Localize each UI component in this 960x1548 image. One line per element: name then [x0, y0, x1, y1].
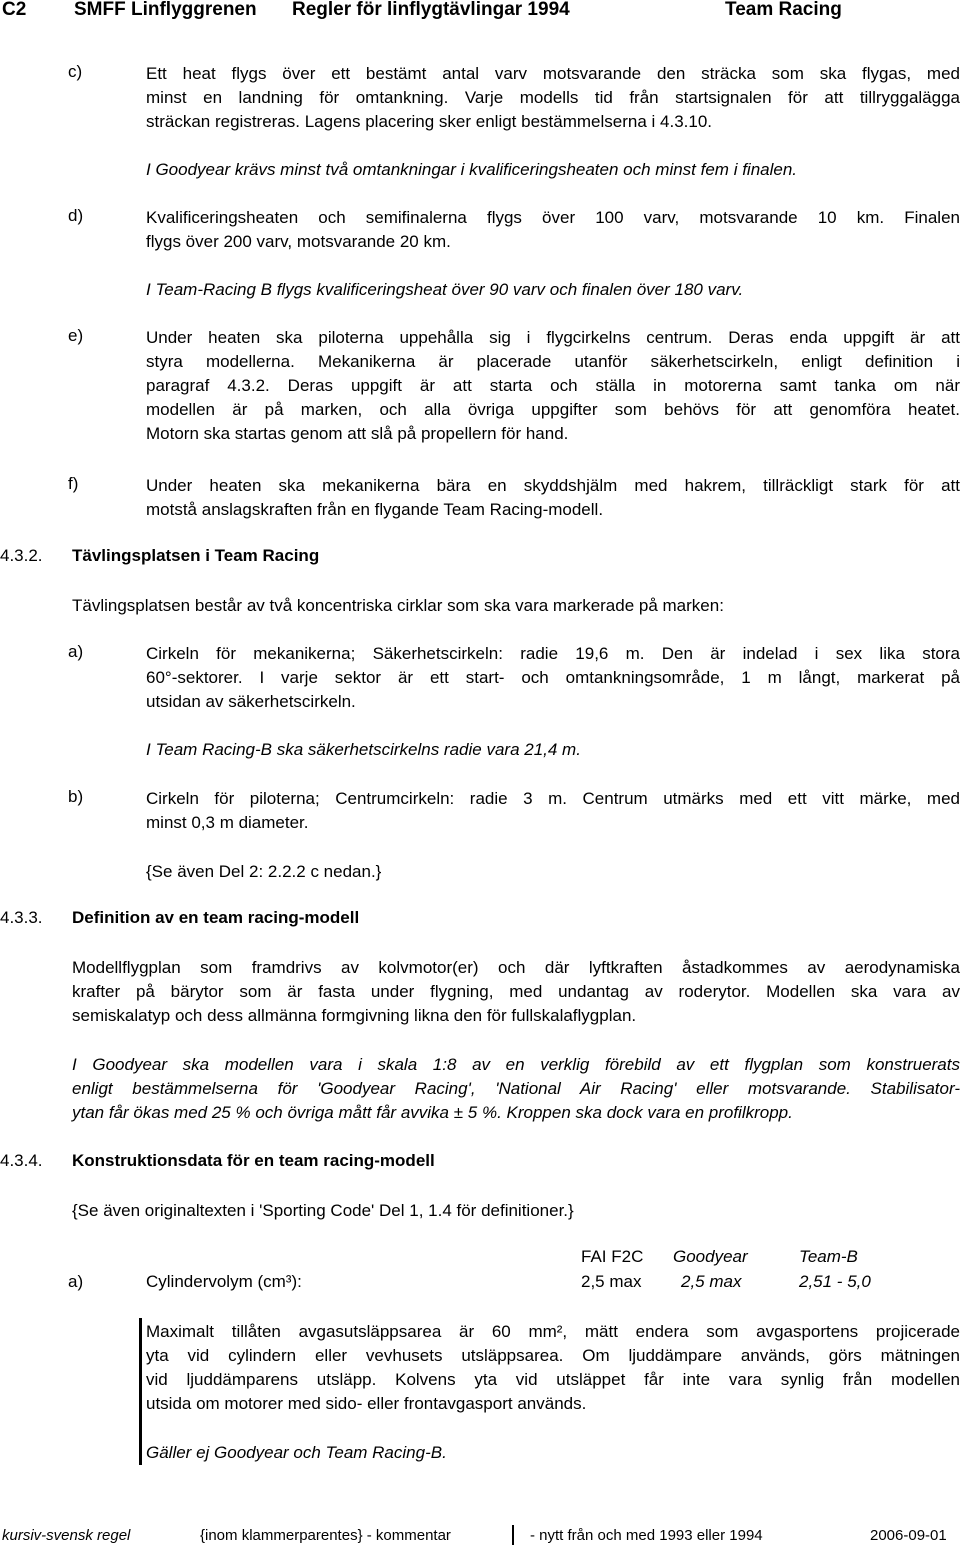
header-org: SMFF Linflyggrenen — [74, 0, 257, 20]
item-c-line: Ett heat flygs över ett bestämt antal varv motsvarande den sträcka som ska flygas, med — [146, 64, 960, 83]
footer-change-bar-sample — [512, 1525, 514, 1545]
item-e-line: Motorn ska startas genom att slå på propellern för hand. — [146, 424, 569, 443]
item-e-label: e) — [68, 326, 84, 345]
change-bar — [139, 1318, 142, 1465]
item-a-line: 60°-sektorer. I varje sektor är ett start- och omtankningsområde, 1 m långt, markerat på — [146, 668, 960, 687]
item-a-line: Cirkeln för mekanikerna; Säkerhetscirkeln: radie 19,6 m. Den är indelad i sex lika stora — [146, 644, 960, 663]
header-doc-title: Regler för linflygtävlingar 1994 — [292, 0, 570, 20]
item-c-note: I Goodyear krävs minst två omtankningar i kvalificeringsheaten och minst fem i finalen. — [146, 160, 798, 179]
item-e-line: Under heaten ska piloterna uppehålla sig i flygcirkelns centrum. Deras enda uppgift är att — [146, 328, 960, 347]
item-b-line: Cirkeln för piloterna; Centrumcirkeln: radie 3 m. Centrum utmärks med ett vitt märke, med — [146, 789, 960, 808]
item-e-text — [146, 326, 960, 446]
new-text-line: utsida om motorer med sido- eller frontavgasport används. — [146, 1394, 587, 1413]
item-a-note: I Team Racing-B ska säkerhetscirkelns radie vara 21,4 m. — [146, 740, 581, 759]
section-434-comment: {Se även originaltexten i 'Sporting Code' Del 1, 1.4 för definitioner.} — [72, 1201, 574, 1220]
item-d-text — [146, 206, 960, 254]
section-432-comment: {Se även Del 2: 2.2.2 c nedan.} — [146, 862, 382, 881]
table-header-goodyear: Goodyear — [673, 1247, 748, 1266]
item-a-text — [146, 642, 960, 714]
section-title: Tävlingsplatsen i Team Racing — [72, 546, 320, 565]
footer-date: 2006-09-01 — [870, 1527, 947, 1544]
item-a-line: utsidan av säkerhetscirkeln. — [146, 692, 356, 711]
section-434-new-note: Gäller ej Goodyear och Team Racing-B. — [146, 1443, 447, 1462]
section-433-note — [72, 1053, 960, 1125]
item-d-line: Kvalificeringsheaten och semifinalerna flygs över 100 varv, motsvarande 10 km. Finalen — [146, 208, 960, 227]
section-number: 4.3.2. — [0, 546, 43, 565]
item-b-text — [146, 787, 960, 835]
footer-legend-italic: kursiv-svensk regel — [2, 1527, 131, 1544]
item-c-label: c) — [68, 62, 83, 81]
item-f-label: f) — [68, 474, 79, 493]
item-e-line: styra modellerna. Mekanikerna är placerade utanför säkerhetscirkeln, enligt definition i — [146, 352, 960, 371]
item-c-text — [146, 62, 960, 134]
section-434-new-text — [146, 1320, 960, 1416]
item-d-label: d) — [68, 206, 84, 225]
footer-legend-new: - nytt från och med 1993 eller 1994 — [530, 1527, 763, 1544]
section-433-note-line: enligt bestämmelserna för 'Goodyear Racing', 'National Air Racing' eller motsvarande. Stabilisator- — [72, 1079, 960, 1098]
item-d-note: I Team-Racing B flygs kvalificeringsheat över 90 varv och finalen över 180 varv. — [146, 280, 744, 299]
section-433-text — [72, 956, 960, 1028]
table-row-label: Cylindervolym (cm³): — [146, 1272, 302, 1291]
section-433-note-line: I Goodyear ska modellen vara i skala 1:8 av en verklig förebild av ett flygplan som konstruerats — [72, 1055, 960, 1074]
item-e-line: modellen är på marken, och alla övriga uppgifter som behövs för att genomföra heatet. — [146, 400, 960, 419]
section-433-line: Modellflygplan som framdrivs av kolvmotor(er) och där lyftkraften åstadkommes av aerodynamiska — [72, 958, 960, 977]
item-f-line: Under heaten ska mekanikerna bära en skyddshjälm med hakrem, tillräckligt stark för att — [146, 476, 960, 495]
item-c-line: sträckan registreras. Lagens placering sker enligt bestämmelserna i 4.3.10. — [146, 112, 713, 131]
new-text-line: Maximalt tillåten avgasutsläppsarea är 60 mm², mätt endera som avgasportens projicerade — [146, 1322, 960, 1341]
section-number: 4.3.4. — [0, 1151, 43, 1170]
item-d-line: flygs över 200 varv, motsvarande 20 km. — [146, 232, 451, 251]
section-432-intro: Tävlingsplatsen består av två koncentriska cirklar som ska vara markerade på marken: — [72, 596, 724, 615]
new-text-line: yta vid cylindern eller vevhusets utsläppsarea. Om ljuddämpare används, görs mätningen — [146, 1346, 960, 1365]
table-cell-goodyear: 2,5 max — [681, 1272, 742, 1291]
new-text-line: vid ljuddämparens utsläpp. Kolvens yta vid utsläppet får inte vara synlig från modellen — [146, 1370, 960, 1389]
section-433-line: semiskalatyp och dess allmänna formgivning likna den för fullskalaflygplan. — [72, 1006, 637, 1025]
table-cell-fai: 2,5 max — [581, 1272, 642, 1291]
footer-legend-comment: {inom klammerparentes} - kommentar — [200, 1527, 451, 1544]
table-row-label-prefix: a) — [68, 1272, 84, 1291]
table-header-teamb: Team-B — [799, 1247, 858, 1266]
item-b-label: b) — [68, 787, 84, 806]
table-cell-teamb: 2,51 - 5,0 — [799, 1272, 871, 1291]
item-f-text — [146, 474, 960, 522]
section-title: Definition av en team racing-modell — [72, 908, 360, 927]
header-section: Team Racing — [725, 0, 842, 20]
item-b-line: minst 0,3 m diameter. — [146, 813, 309, 832]
section-title: Konstruktionsdata för en team racing-modell — [72, 1151, 435, 1170]
item-a-label: a) — [68, 642, 84, 661]
item-c-line: minst en landning för omtankning. Varje modells tid från startsignalen för att tillryggalägga — [146, 88, 960, 107]
header-chapter: C2 — [2, 0, 27, 20]
item-e-line: paragraf 4.3.2. Deras uppgift är att starta och ställa in motorerna samt tanka om när — [146, 376, 960, 395]
section-433-note-line: ytan får ökas med 25 % och övriga mått får avvika ± 5 %. Kroppen ska dock vara en profilkropp. — [72, 1103, 793, 1122]
section-433-line: krafter på bärytor som är fasta under flygning, med undantag av roderytor. Modellen ska vara av — [72, 982, 960, 1001]
section-number: 4.3.3. — [0, 908, 43, 927]
item-f-line: motstå anslagskraften från en flygande Team Racing-modell. — [146, 500, 604, 519]
table-header-fai: FAI F2C — [581, 1247, 644, 1266]
